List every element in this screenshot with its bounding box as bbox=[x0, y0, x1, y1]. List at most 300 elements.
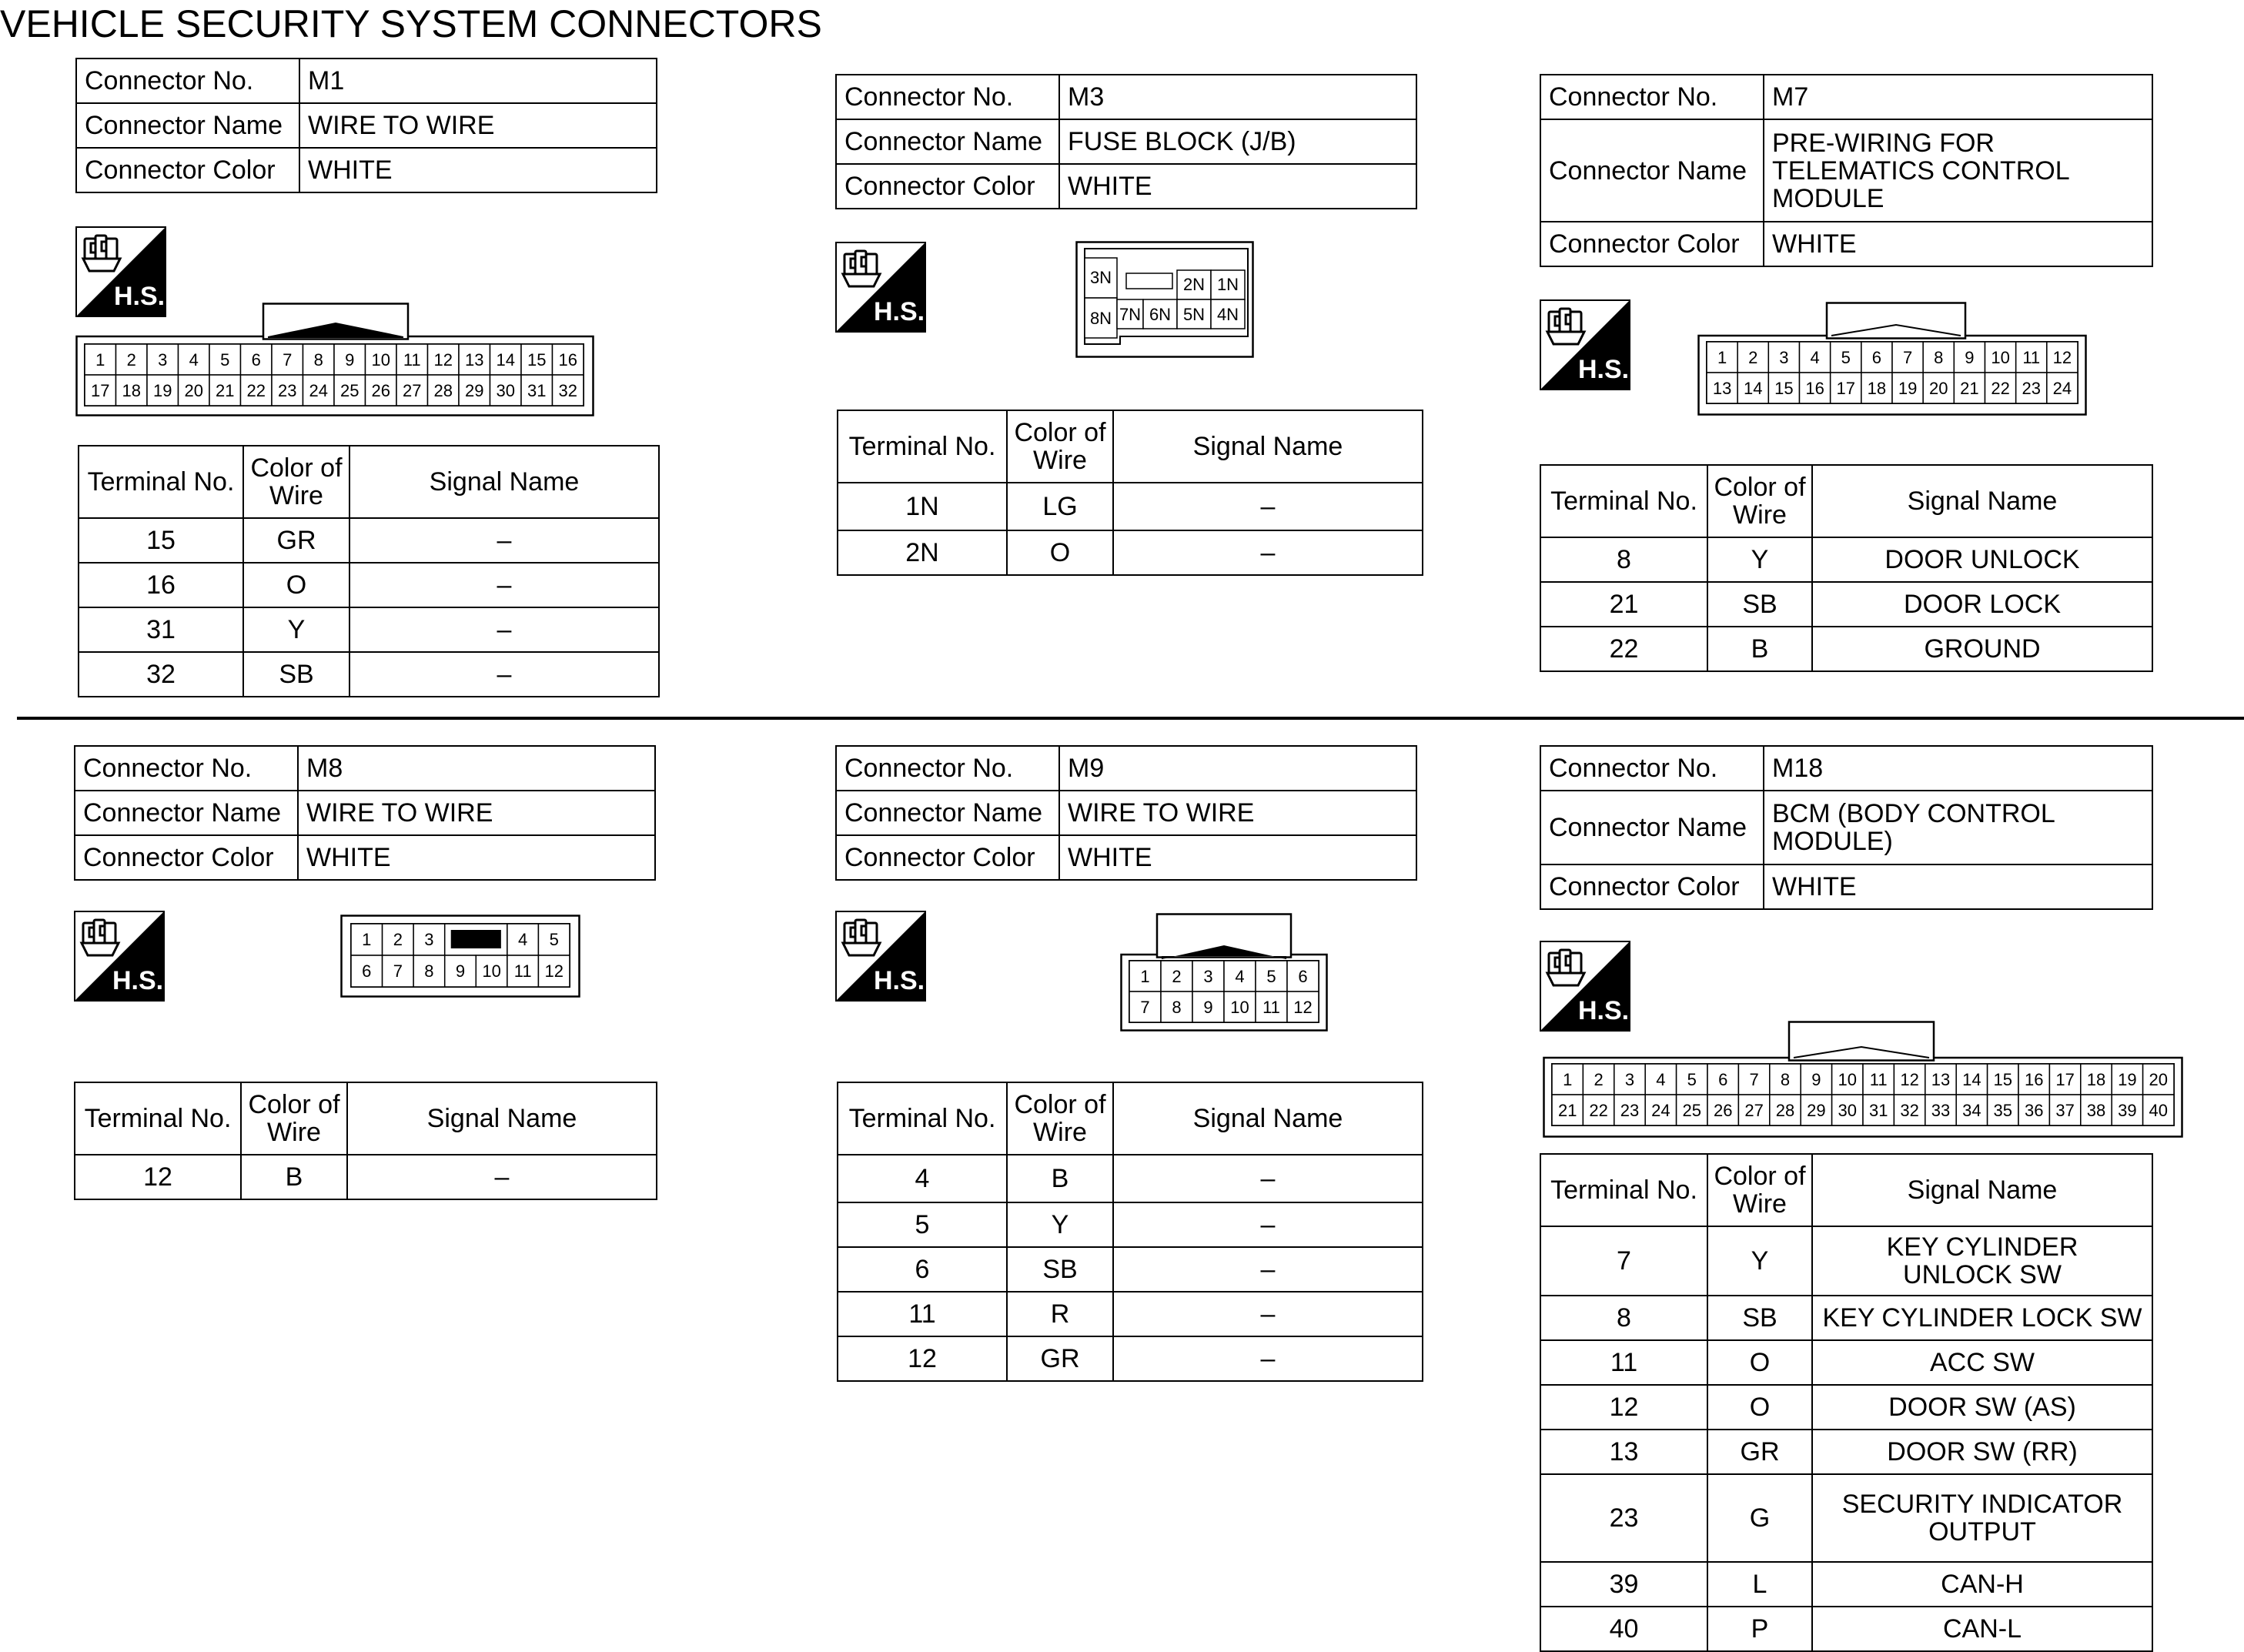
wire-color-header bbox=[1707, 1154, 1812, 1226]
hands-icon bbox=[843, 251, 880, 286]
pin-label: 21 bbox=[216, 381, 235, 400]
pin-label: 9 bbox=[1203, 998, 1213, 1017]
signal-name-cell: GROUND bbox=[1812, 627, 2152, 671]
pin-label: 6 bbox=[1871, 348, 1882, 367]
wire-color-cell: Y bbox=[243, 607, 349, 652]
pin-label: 32 bbox=[1900, 1101, 1919, 1120]
info-row bbox=[836, 75, 1416, 119]
connector-face-m3 bbox=[1075, 241, 1254, 358]
pin-label: 9 bbox=[455, 961, 466, 981]
connector-no-value: M1 bbox=[299, 59, 657, 103]
table-row bbox=[838, 530, 1423, 575]
pin-label: 10 bbox=[482, 961, 501, 981]
connector-face-m8 bbox=[340, 915, 580, 998]
terminal-no-cell: 13 bbox=[1540, 1430, 1707, 1474]
pin-label: 1N bbox=[1216, 275, 1239, 294]
wire-color-cell: GR bbox=[1007, 1336, 1113, 1381]
pin-label: 1 bbox=[1140, 967, 1150, 986]
pin-label: 20 bbox=[184, 381, 203, 400]
hands-icon bbox=[82, 920, 119, 955]
connector-no-value: M7 bbox=[1764, 75, 2152, 119]
terminal-table-m3 bbox=[837, 410, 1423, 576]
pin-label: 6 bbox=[362, 961, 372, 981]
pin-label: 13 bbox=[1931, 1070, 1951, 1089]
wire-color-cell: SB bbox=[1007, 1247, 1113, 1292]
pin-label: 6 bbox=[251, 350, 261, 370]
connector-name-label: Connector Name bbox=[75, 791, 298, 835]
wire-color-cell: B bbox=[1707, 627, 1812, 671]
pin-label: 17 bbox=[1836, 379, 1855, 398]
pin-label: 4 bbox=[1810, 348, 1820, 367]
signal-name-line2: OUTPUT bbox=[1928, 1517, 2036, 1547]
table-row bbox=[79, 518, 659, 563]
connector-no-value: M3 bbox=[1059, 75, 1416, 119]
table-row bbox=[838, 1155, 1423, 1202]
signal-name-header: Signal Name bbox=[349, 446, 659, 518]
terminal-no-cell: 11 bbox=[1540, 1340, 1707, 1385]
pin-label: 3 bbox=[424, 930, 434, 949]
wire-color-header-line1: Color of bbox=[250, 453, 343, 483]
pin-label: 22 bbox=[1589, 1101, 1608, 1120]
pin-label: 14 bbox=[1744, 379, 1763, 398]
table-row bbox=[838, 483, 1423, 530]
connector-face-m7 bbox=[1697, 302, 2087, 416]
terminal-table-m7 bbox=[1540, 464, 2153, 672]
terminal-no-cell: 1N bbox=[838, 483, 1007, 530]
pin-label: 2 bbox=[1594, 1070, 1604, 1089]
pin-label: 4 bbox=[1656, 1070, 1666, 1089]
signal-name-header: Signal Name bbox=[1812, 465, 2152, 537]
pin-label: 17 bbox=[2055, 1070, 2075, 1089]
wire-color-cell: R bbox=[1007, 1292, 1113, 1336]
connector-color-label: Connector Color bbox=[1540, 864, 1764, 909]
pin-label: 9 bbox=[1965, 348, 1975, 367]
blank-cavity bbox=[451, 930, 501, 948]
terminal-no-cell: 2N bbox=[838, 530, 1007, 575]
pin-label: 10 bbox=[1991, 348, 2010, 367]
wire-color-cell: SB bbox=[1707, 1296, 1812, 1340]
info-row bbox=[76, 103, 657, 148]
connector-color-label: Connector Color bbox=[76, 148, 299, 192]
signal-name-header: Signal Name bbox=[1812, 1154, 2152, 1226]
signal-name-cell: DOOR UNLOCK bbox=[1812, 537, 2152, 582]
pin-label: 5 bbox=[1266, 967, 1276, 986]
info-row bbox=[836, 119, 1416, 164]
pin-label: 7 bbox=[393, 961, 403, 981]
pin-label: 3 bbox=[158, 350, 168, 370]
terminal-no-cell: 40 bbox=[1540, 1607, 1707, 1651]
pin-label: 23 bbox=[1620, 1101, 1640, 1120]
terminal-no-cell: 22 bbox=[1540, 627, 1707, 671]
signal-name-cell: DOOR SW (RR) bbox=[1812, 1430, 2152, 1474]
pin-label: 38 bbox=[2086, 1101, 2106, 1120]
signal-name-line2: UNLOCK SW bbox=[1903, 1260, 2062, 1289]
connector-info-table-m18 bbox=[1540, 745, 2153, 910]
connector-color-value: WHITE bbox=[299, 148, 657, 192]
pin-label: 21 bbox=[1557, 1101, 1577, 1120]
info-row bbox=[75, 791, 655, 835]
pin-label: 11 bbox=[403, 350, 421, 370]
table-row bbox=[79, 607, 659, 652]
signal-name-cell: – bbox=[349, 652, 659, 697]
terminal-no-cell: 12 bbox=[1540, 1385, 1707, 1430]
terminal-no-cell: 5 bbox=[838, 1202, 1007, 1247]
connector-no-value: M9 bbox=[1059, 746, 1416, 791]
table-row bbox=[1540, 1430, 2152, 1474]
table-row bbox=[1540, 1562, 2152, 1607]
signal-name-cell: – bbox=[1113, 1155, 1423, 1202]
hs-label: H.S. bbox=[874, 297, 925, 326]
terminal-no-cell: 4 bbox=[838, 1155, 1007, 1202]
wire-color-cell: P bbox=[1707, 1607, 1812, 1651]
signal-name-cell: CAN-H bbox=[1812, 1562, 2152, 1607]
pin-label: 18 bbox=[1867, 379, 1887, 398]
pin-label: 32 bbox=[558, 381, 577, 400]
terminal-no-header: Terminal No. bbox=[1540, 465, 1707, 537]
terminal-no-cell: 12 bbox=[838, 1336, 1007, 1381]
connector-name-label: Connector Name bbox=[1540, 119, 1764, 222]
hs-view-icon-m9 bbox=[835, 911, 926, 1002]
terminal-no-cell: 31 bbox=[79, 607, 243, 652]
connector-name-value: BCM (BODY CONTROL MODULE) bbox=[1764, 791, 2152, 864]
pin-label: 7 bbox=[283, 350, 293, 370]
wire-color-header-line2: Wire bbox=[1733, 1189, 1787, 1219]
pin-label: 24 bbox=[2052, 379, 2072, 398]
connector-no-value: M8 bbox=[298, 746, 655, 791]
blank-cavity bbox=[1126, 273, 1172, 289]
info-row bbox=[75, 746, 655, 791]
wire-color-header bbox=[1007, 1082, 1113, 1155]
terminal-table-header bbox=[79, 446, 659, 518]
info-row bbox=[1540, 222, 2152, 266]
wire-color-cell: GR bbox=[1707, 1430, 1812, 1474]
connector-name-value: PRE-WIRING FOR TELEMATICS CONTROL MODULE bbox=[1764, 119, 2152, 222]
pin-label: 27 bbox=[403, 381, 422, 400]
hs-view-icon-m18 bbox=[1540, 941, 1630, 1032]
connector-name-label: Connector Name bbox=[76, 103, 299, 148]
hs-label: H.S. bbox=[112, 966, 163, 995]
terminal-no-cell: 8 bbox=[1540, 537, 1707, 582]
pin-label: 23 bbox=[278, 381, 297, 400]
table-row bbox=[1540, 1474, 2152, 1562]
pin-label: 27 bbox=[1744, 1101, 1764, 1120]
signal-name-cell: – bbox=[1113, 1247, 1423, 1292]
pin-label: 11 bbox=[2022, 348, 2041, 367]
terminal-no-cell: 21 bbox=[1540, 582, 1707, 627]
pin-label: 35 bbox=[1993, 1101, 2013, 1120]
table-row bbox=[838, 1202, 1423, 1247]
pin-label: 25 bbox=[340, 381, 360, 400]
pin-label: 18 bbox=[2086, 1070, 2106, 1089]
info-row bbox=[1540, 119, 2152, 222]
connector-info-table-m1 bbox=[75, 58, 657, 193]
pin-label: 9 bbox=[345, 350, 355, 370]
pin-label: 1 bbox=[1563, 1070, 1573, 1089]
terminal-table-header bbox=[838, 410, 1423, 483]
terminal-no-header: Terminal No. bbox=[75, 1082, 241, 1155]
signal-name-cell: DOOR SW (AS) bbox=[1812, 1385, 2152, 1430]
table-row bbox=[1540, 1340, 2152, 1385]
signal-name-cell: DOOR LOCK bbox=[1812, 582, 2152, 627]
pin-label: 7 bbox=[1140, 998, 1150, 1017]
pin-label: 15 bbox=[1774, 379, 1794, 398]
terminal-no-cell: 11 bbox=[838, 1292, 1007, 1336]
pin-label: 2 bbox=[393, 930, 403, 949]
pin-label: 23 bbox=[2022, 379, 2041, 398]
connector-info-table-m9 bbox=[835, 745, 1417, 881]
pin-label: 4N bbox=[1216, 305, 1239, 324]
pin-label: 40 bbox=[2149, 1101, 2169, 1120]
wire-color-cell: Y bbox=[1707, 537, 1812, 582]
wire-color-cell: SB bbox=[1707, 582, 1812, 627]
pin-label: 11 bbox=[513, 961, 532, 981]
terminal-table-header bbox=[75, 1082, 657, 1155]
pin-label: 24 bbox=[1651, 1101, 1670, 1120]
pin-label: 12 bbox=[1900, 1070, 1919, 1089]
pin-label: 14 bbox=[496, 350, 515, 370]
table-row bbox=[1540, 1226, 2152, 1296]
signal-name-cell bbox=[1812, 1474, 2152, 1562]
info-row bbox=[76, 148, 657, 192]
table-row bbox=[1540, 537, 2152, 582]
pin-label: 7N bbox=[1119, 305, 1142, 324]
table-row bbox=[79, 652, 659, 697]
pin-label: 13 bbox=[1712, 379, 1732, 398]
info-row bbox=[836, 746, 1416, 791]
terminal-table-m18 bbox=[1540, 1153, 2153, 1652]
pin-label: 34 bbox=[1962, 1101, 1981, 1120]
terminal-no-cell: 6 bbox=[838, 1247, 1007, 1292]
pin-label: 10 bbox=[1230, 998, 1249, 1017]
pin-label: 3 bbox=[1779, 348, 1789, 367]
pin-label: 11 bbox=[1262, 998, 1280, 1017]
connector-name-label: Connector Name bbox=[836, 119, 1059, 164]
pin-label: 5 bbox=[220, 350, 230, 370]
pin-label: 16 bbox=[2024, 1070, 2044, 1089]
connector-color-label: Connector Color bbox=[836, 164, 1059, 209]
wire-color-header-line2: Wire bbox=[1033, 446, 1087, 475]
info-row bbox=[1540, 791, 2152, 864]
pin-label: 3 bbox=[1624, 1070, 1635, 1089]
connector-name-value: WIRE TO WIRE bbox=[298, 791, 655, 835]
section-divider bbox=[17, 717, 2244, 720]
signal-name-line1: KEY CYLINDER bbox=[1886, 1232, 2078, 1262]
wire-color-header-line1: Color of bbox=[1014, 1090, 1106, 1119]
table-row bbox=[1540, 1296, 2152, 1340]
pin-label: 12 bbox=[544, 961, 564, 981]
connector-name-value: WIRE TO WIRE bbox=[299, 103, 657, 148]
pin-label: 14 bbox=[1962, 1070, 1981, 1089]
pin-label: 1 bbox=[1717, 348, 1727, 367]
wire-color-cell: B bbox=[1007, 1155, 1113, 1202]
signal-name-header: Signal Name bbox=[1113, 1082, 1423, 1155]
pin-label: 17 bbox=[91, 381, 110, 400]
pin-label: 19 bbox=[1898, 379, 1918, 398]
pin-label: 8 bbox=[313, 350, 323, 370]
wire-color-cell: O bbox=[1707, 1340, 1812, 1385]
hs-label: H.S. bbox=[1578, 355, 1629, 384]
pin-label: 25 bbox=[1682, 1101, 1702, 1120]
pin-label: 16 bbox=[558, 350, 577, 370]
connector-color-label: Connector Color bbox=[1540, 222, 1764, 266]
hands-icon bbox=[843, 920, 880, 955]
pin-label: 22 bbox=[1991, 379, 2010, 398]
pin-label: 19 bbox=[153, 381, 172, 400]
wire-color-cell: Y bbox=[1707, 1226, 1812, 1296]
pin-label: 21 bbox=[1960, 379, 1979, 398]
connector-name-label: Connector Name bbox=[1540, 791, 1764, 864]
connector-color-value: WHITE bbox=[1059, 835, 1416, 880]
hands-icon bbox=[83, 236, 120, 271]
signal-name-cell bbox=[1812, 1226, 2152, 1296]
hs-view-icon-m8 bbox=[74, 911, 165, 1002]
terminal-no-cell: 32 bbox=[79, 652, 243, 697]
wire-color-cell: B bbox=[241, 1155, 347, 1199]
pin-label: 11 bbox=[1869, 1070, 1888, 1089]
terminal-no-cell: 23 bbox=[1540, 1474, 1707, 1562]
pin-label: 2 bbox=[1748, 348, 1758, 367]
wire-color-cell: G bbox=[1707, 1474, 1812, 1562]
connector-info-table-m8 bbox=[74, 745, 656, 881]
pin-label: 15 bbox=[1993, 1070, 2013, 1089]
wire-color-header-line1: Color of bbox=[1714, 473, 1806, 502]
signal-name-cell: – bbox=[1113, 483, 1423, 530]
connector-no-value: M18 bbox=[1764, 746, 2152, 791]
pin-label: 2N bbox=[1182, 275, 1206, 294]
terminal-no-cell: 15 bbox=[79, 518, 243, 563]
pin-label: 22 bbox=[246, 381, 266, 400]
wire-color-header bbox=[243, 446, 349, 518]
info-row bbox=[1540, 75, 2152, 119]
pin-label: 2 bbox=[126, 350, 136, 370]
terminal-table-m1 bbox=[78, 445, 660, 697]
pin-label: 39 bbox=[2118, 1101, 2137, 1120]
signal-name-cell: – bbox=[349, 563, 659, 607]
pin-label: 1 bbox=[95, 350, 105, 370]
terminal-table-header bbox=[838, 1082, 1423, 1155]
wire-color-header bbox=[1707, 465, 1812, 537]
wire-color-cell: O bbox=[1007, 530, 1113, 575]
connector-face-m9 bbox=[1120, 913, 1328, 1032]
table-row bbox=[75, 1155, 657, 1199]
pin-label: 30 bbox=[1838, 1101, 1858, 1120]
connector-color-label: Connector Color bbox=[836, 835, 1059, 880]
pin-label: 20 bbox=[2149, 1070, 2169, 1089]
signal-name-cell: ACC SW bbox=[1812, 1340, 2152, 1385]
pin-label: 33 bbox=[1931, 1101, 1951, 1120]
terminal-no-cell: 16 bbox=[79, 563, 243, 607]
info-row bbox=[75, 835, 655, 880]
pin-label: 29 bbox=[465, 381, 484, 400]
table-row bbox=[1540, 1385, 2152, 1430]
terminal-no-header: Terminal No. bbox=[838, 1082, 1007, 1155]
pin-label: 8 bbox=[1780, 1070, 1791, 1089]
wire-color-header-line1: Color of bbox=[248, 1090, 340, 1119]
hands-icon bbox=[1547, 309, 1584, 344]
hands-icon bbox=[1547, 950, 1584, 985]
terminal-no-cell: 39 bbox=[1540, 1562, 1707, 1607]
connector-color-value: WHITE bbox=[1764, 222, 2152, 266]
pin-label: 2 bbox=[1172, 967, 1182, 986]
pin-label: 31 bbox=[527, 381, 547, 400]
pin-label: 8N bbox=[1089, 309, 1112, 328]
pin-label: 30 bbox=[496, 381, 515, 400]
pin-label: 19 bbox=[2118, 1070, 2137, 1089]
table-row bbox=[1540, 1607, 2152, 1651]
terminal-table-header bbox=[1540, 1154, 2152, 1226]
wire-color-header-line1: Color of bbox=[1014, 418, 1106, 447]
pin-label: 15 bbox=[527, 350, 547, 370]
pin-label: 12 bbox=[433, 350, 453, 370]
table-row bbox=[838, 1247, 1423, 1292]
terminal-no-header: Terminal No. bbox=[1540, 1154, 1707, 1226]
signal-name-cell: – bbox=[349, 518, 659, 563]
pin-label: 6 bbox=[1298, 967, 1308, 986]
wire-color-header-line1: Color of bbox=[1714, 1162, 1806, 1191]
wire-color-cell: O bbox=[1707, 1385, 1812, 1430]
wire-color-header-line2: Wire bbox=[267, 1118, 321, 1147]
table-row bbox=[838, 1336, 1423, 1381]
terminal-no-cell: 8 bbox=[1540, 1296, 1707, 1340]
connector-no-label: Connector No. bbox=[836, 75, 1059, 119]
signal-name-cell: – bbox=[1113, 1202, 1423, 1247]
signal-name-cell: – bbox=[347, 1155, 657, 1199]
pin-label: 5 bbox=[1687, 1070, 1697, 1089]
hs-label: H.S. bbox=[114, 282, 165, 311]
signal-name-cell: – bbox=[349, 607, 659, 652]
info-row bbox=[836, 164, 1416, 209]
terminal-no-header: Terminal No. bbox=[79, 446, 243, 518]
terminal-no-cell: 7 bbox=[1540, 1226, 1707, 1296]
signal-name-line1: SECURITY INDICATOR bbox=[1841, 1490, 2123, 1519]
info-row bbox=[1540, 746, 2152, 791]
table-row bbox=[1540, 627, 2152, 671]
connector-no-label: Connector No. bbox=[1540, 746, 1764, 791]
wire-color-header bbox=[1007, 410, 1113, 483]
table-row bbox=[79, 563, 659, 607]
page-title: VEHICLE SECURITY SYSTEM CONNECTORS bbox=[0, 2, 822, 45]
pin-label: 24 bbox=[309, 381, 328, 400]
signal-name-cell: KEY CYLINDER LOCK SW bbox=[1812, 1296, 2152, 1340]
pin-label: 12 bbox=[1293, 998, 1313, 1017]
connector-color-value: WHITE bbox=[298, 835, 655, 880]
connector-no-label: Connector No. bbox=[1540, 75, 1764, 119]
connector-color-value: WHITE bbox=[1059, 164, 1416, 209]
connector-name-value: WIRE TO WIRE bbox=[1059, 791, 1416, 835]
pin-label: 16 bbox=[1805, 379, 1824, 398]
pin-label: 5 bbox=[549, 930, 559, 949]
signal-name-cell: – bbox=[1113, 530, 1423, 575]
pin-label: 4 bbox=[189, 350, 199, 370]
info-row bbox=[1540, 864, 2152, 909]
pin-label: 5N bbox=[1182, 305, 1206, 324]
pin-label: 7 bbox=[1749, 1070, 1759, 1089]
pin-label: 12 bbox=[2052, 348, 2072, 367]
connector-face-m1 bbox=[75, 303, 594, 416]
connector-color-label: Connector Color bbox=[75, 835, 298, 880]
pin-label: 1 bbox=[362, 930, 372, 949]
wire-color-cell: O bbox=[243, 563, 349, 607]
connector-name-value: FUSE BLOCK (J/B) bbox=[1059, 119, 1416, 164]
connector-no-label: Connector No. bbox=[75, 746, 298, 791]
wire-color-cell: LG bbox=[1007, 483, 1113, 530]
pin-label: 4 bbox=[518, 930, 528, 949]
pin-label: 4 bbox=[1235, 967, 1245, 986]
terminal-table-header bbox=[1540, 465, 2152, 537]
table-row bbox=[1540, 582, 2152, 627]
pin-label: 8 bbox=[1934, 348, 1944, 367]
connector-face-m18 bbox=[1543, 1021, 2183, 1138]
